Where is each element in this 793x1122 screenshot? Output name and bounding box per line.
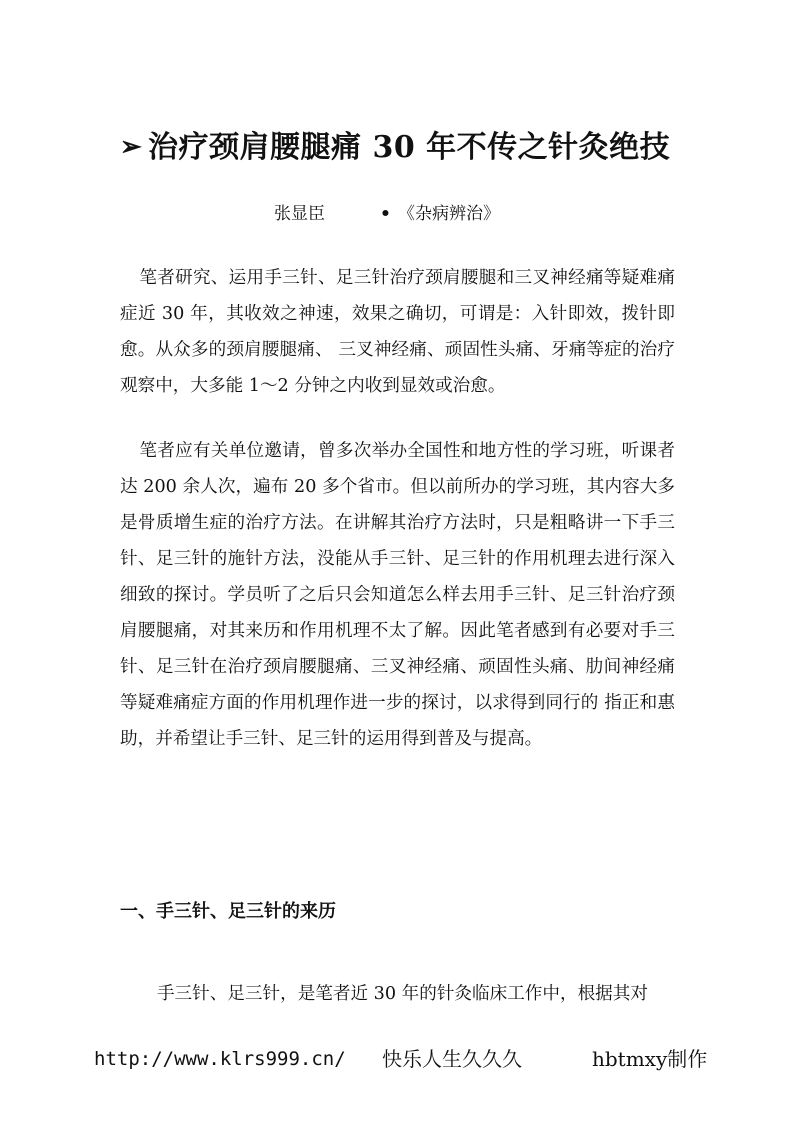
section-paragraph: 手三针、足三针，是笔者近 30 年的针灸临床工作中，根据其对 [156,984,648,1004]
byline-separator: • [380,204,391,224]
article-title [120,128,720,167]
section-heading: 一、手三针、足三针的来历 [120,901,336,922]
footer-maker: hbtmxy制作 [592,1047,708,1071]
footer-url-link[interactable]: http://www.klrs999.cn/ [94,1048,346,1070]
article-title-text: 治疗颈肩腰腿痛 30 年不传之针灸绝技 [148,130,671,165]
body-paragraph-2: 笔者应有关单位邀请，曾多次举办全国性和地方性的学习班，听课者达 200 余人次，遍布 20 多个省市。但以前所办的学习班，其内容大多是骨质增生症的治疗方法。在讲解其治疗方法时，只是粗略讲一下手三针、足三针的施针方法，没能从手三针、足三针的作用机理去进行深入细致的探讨。学员听了之后只会知道怎么样去用手三针、足三针治疗颈肩腰腿痛，对其来历和作用机理不太了解。因此笔者感到有必要对手三针、足三针在治疗颈肩腰腿痛、三叉神经痛、顽固性头痛、肋间神经痛等疑难痛症方面的作用机理作进一步的探讨，以求得到同行的 指正和惠助，并希望让手三针、足三针的运用得到普及与提高。 [120,441,675,749]
author-name: 张显臣 [274,204,325,224]
arrow-bullet-icon: ➢ [120,132,143,162]
source-title: 《杂病辨治》 [398,204,500,224]
footer-site-name: 快乐人生久久久 [382,1047,522,1071]
body-paragraph-1: 笔者研究、运用手三针、足三针治疗颈肩腰腿和三叉神经痛等疑难痛症近 30 年，其收效之神速，效果之确切，可谓是：入针即效，拨针即愈。从众多的颈肩腰腿痛、 三叉神经痛、顽固性头痛、牙痛等症的治疗观察中，大多能 1～2 分钟之内收到显效或治愈。 [120,268,675,396]
page-footer [0,1042,793,1076]
